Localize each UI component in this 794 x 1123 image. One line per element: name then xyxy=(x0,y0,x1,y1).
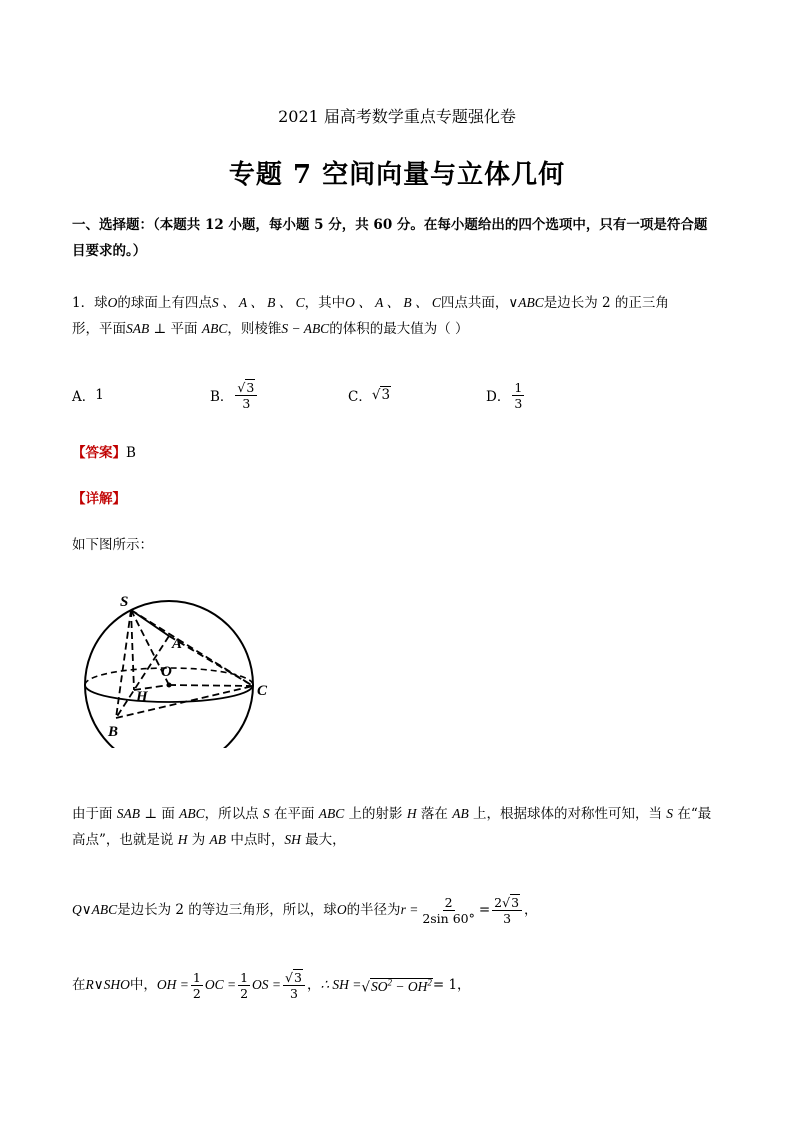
label-s: S xyxy=(120,594,129,610)
sphere-figure xyxy=(74,588,284,748)
answer-label: 【答案】 xyxy=(72,445,126,461)
option-c: C． √3 xyxy=(348,387,391,405)
explain-paragraph-1 xyxy=(72,801,732,853)
explain-paragraph-2: Q∨ABC 是边长为 2 的等边三角形，所以，球 O 的半径为 r = $\frac{2}{2\sin 60^\circ}$ = $\frac{2√3}{3}$ ， xyxy=(72,894,538,926)
detail-intro: 如下图所示： xyxy=(72,537,153,553)
option-a: A． 1 xyxy=(72,387,104,405)
explain-line-2: 高点”，也就是说 H 为 AB 中点时，SH 最大， xyxy=(72,832,346,848)
label-c: C xyxy=(257,683,268,699)
topic-title: 专题 7 空间向量与立体几何 xyxy=(228,160,566,190)
answer-line xyxy=(72,440,732,466)
detail-label-line xyxy=(72,486,732,512)
label-b: B xyxy=(108,724,119,740)
question-line-1: 1．球O的球面上有四点S 、 A 、 B 、 C，其中O 、 A 、 B 、 C四点共面，∨ABC是边长为 2 的正三角 xyxy=(72,295,669,311)
section-line-1: 一、选择题：（本题共 12 小题，每小题 5 分，共 60 分。在每小题给出的四个选项中，只有一项是符合题 xyxy=(72,217,708,233)
explain-line-1: 由于面 SAB ⊥ 面 ABC，所以点 S 在平面 ABC 上的射影 H 落在 AB 上，根据球体的对称性可知，当 S 在“最 xyxy=(72,806,712,822)
option-d: D． $\frac{1}{3}$ xyxy=(486,379,523,411)
question-line-2: 形，平面SAB ⊥ 平面 ABC，则棱锥S − ABC的体积的最大值为（ ） xyxy=(72,321,469,337)
label-h: H xyxy=(136,689,148,705)
label-o: O xyxy=(161,664,172,680)
section-line-2: 目要求的。） xyxy=(72,243,147,259)
exam-subtitle: 2021 届高考数学重点专题强化卷 xyxy=(278,107,516,126)
answer-value: B xyxy=(126,445,136,461)
label-a: A xyxy=(172,636,183,652)
explain-paragraph-3: 在 R∨SHO 中， OH = $\frac{1}{2}$ OC = $\frac{1}{2}$ OS = $\frac{√3}{3}$ ， ∴ SH = $√SO^2 - OH^2$ = 1， xyxy=(72,969,471,1001)
equator-front xyxy=(85,685,253,702)
section-heading xyxy=(72,212,722,264)
option-b: B． $\frac{√3}{3}$ xyxy=(210,375,259,415)
center-point xyxy=(167,683,172,688)
detail-label: 【详解】 xyxy=(72,491,126,507)
question-1 xyxy=(72,290,732,342)
